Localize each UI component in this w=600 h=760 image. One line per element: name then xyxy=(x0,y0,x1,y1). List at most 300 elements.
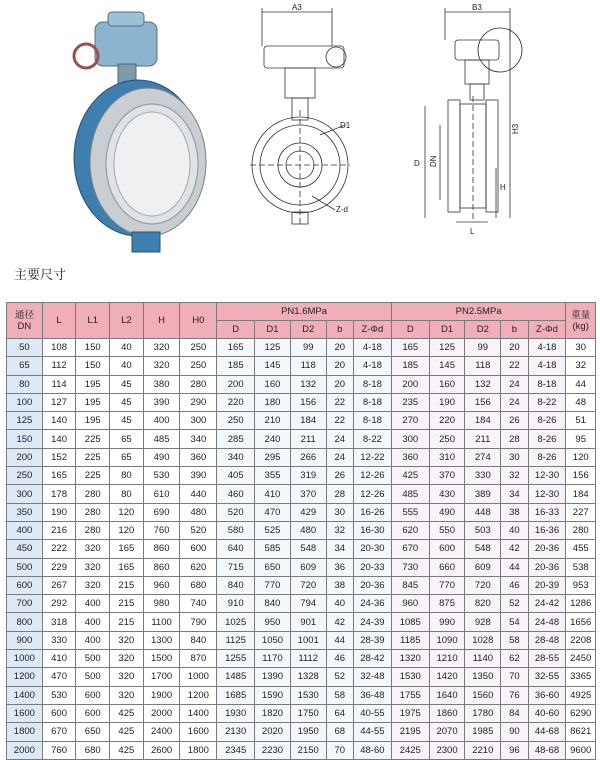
table-cell: 1600 xyxy=(7,704,43,722)
table-row xyxy=(7,503,596,521)
table-cell: 1656 xyxy=(566,613,596,631)
table-cell: 600 xyxy=(429,540,465,558)
table-cell: 520 xyxy=(217,503,255,521)
table-row xyxy=(7,448,596,466)
table-cell: 65 xyxy=(110,430,144,448)
table-cell: 36-48 xyxy=(353,686,391,704)
table-cell: 319 xyxy=(290,467,326,485)
table-cell: 800 xyxy=(7,613,43,631)
table-cell: 22 xyxy=(326,393,353,411)
table-cell: 62 xyxy=(501,650,528,668)
table-cell: 1320 xyxy=(391,650,429,668)
table-cell: 600 xyxy=(76,704,110,722)
label-z-d: Z-d xyxy=(336,205,348,214)
table-cell: 960 xyxy=(391,595,429,613)
table-cell: 8-22 xyxy=(528,393,566,411)
table-cell: 1185 xyxy=(391,631,429,649)
table-cell: 30 xyxy=(326,503,353,521)
table-cell: 1140 xyxy=(465,650,501,668)
table-cell: 980 xyxy=(143,595,180,613)
table-cell: 44 xyxy=(326,631,353,649)
table-cell: 660 xyxy=(429,558,465,576)
table-cell: 280 xyxy=(76,485,110,503)
table-cell: 430 xyxy=(429,485,465,503)
table-cell: 8-18 xyxy=(353,412,391,430)
table-row xyxy=(7,521,596,539)
table-cell: 425 xyxy=(110,723,144,741)
table-cell: 400 xyxy=(76,613,110,631)
table-cell: 28 xyxy=(326,485,353,503)
table-row xyxy=(7,631,596,649)
table-cell: 600 xyxy=(7,576,43,594)
subheader-b: b xyxy=(326,321,353,339)
table-cell: 222 xyxy=(42,540,76,558)
table-cell: 840 xyxy=(255,595,291,613)
table-cell: 8-26 xyxy=(528,412,566,430)
table-cell: 80 xyxy=(110,485,144,503)
table-cell: 150 xyxy=(76,339,110,357)
header-dn: 通径 DN xyxy=(7,303,43,339)
table-cell: 24 xyxy=(501,393,528,411)
table-cell: 548 xyxy=(290,540,326,558)
table-cell: 8-26 xyxy=(528,430,566,448)
table-cell: 280 xyxy=(180,375,217,393)
label-dn: DN xyxy=(429,155,438,167)
table-cell: 715 xyxy=(217,558,255,576)
table-cell: 24 xyxy=(501,375,528,393)
label-l: L xyxy=(470,227,475,236)
table-cell: 20 xyxy=(326,375,353,393)
table-cell: 20-36 xyxy=(528,540,566,558)
table-cell: 400 xyxy=(7,521,43,539)
table-cell: 2000 xyxy=(143,704,180,722)
table-cell: 1001 xyxy=(290,631,326,649)
table-cell: 40 xyxy=(110,357,144,375)
table-row xyxy=(7,375,596,393)
table-cell: 99 xyxy=(465,339,501,357)
table-cell: 40 xyxy=(501,521,528,539)
table-cell: 690 xyxy=(143,503,180,521)
table-body xyxy=(7,339,596,760)
table-cell: 1050 xyxy=(255,631,291,649)
table-cell: 184 xyxy=(566,485,596,503)
table-cell: 211 xyxy=(465,430,501,448)
table-cell: 24-39 xyxy=(353,613,391,631)
table-cell: 118 xyxy=(465,357,501,375)
table-cell: 32 xyxy=(326,521,353,539)
table-cell: 410 xyxy=(42,650,76,668)
table-cell: 1300 xyxy=(143,631,180,649)
table-cell: 165 xyxy=(391,339,429,357)
table-cell: 70 xyxy=(501,668,528,686)
side-view-drawing xyxy=(425,8,522,222)
table-cell: 1400 xyxy=(180,704,217,722)
table-cell: 600 xyxy=(76,686,110,704)
table-cell: 600 xyxy=(180,540,217,558)
table-cell: 480 xyxy=(180,503,217,521)
table-row xyxy=(7,467,596,485)
table-cell: 45 xyxy=(110,393,144,411)
table-cell: 1530 xyxy=(290,686,326,704)
table-cell: 22 xyxy=(501,357,528,375)
table-cell: 95 xyxy=(566,430,596,448)
table-cell: 250 xyxy=(180,357,217,375)
table-cell: 120 xyxy=(566,448,596,466)
table-cell: 140 xyxy=(42,430,76,448)
table-cell: 24 xyxy=(326,430,353,448)
table-cell: 8-22 xyxy=(353,430,391,448)
table-cell: 16-30 xyxy=(353,521,391,539)
table-cell: 480 xyxy=(290,521,326,539)
table-cell: 114 xyxy=(42,375,76,393)
table-cell: 400 xyxy=(76,631,110,649)
table-cell: 250 xyxy=(7,467,43,485)
table-cell: 38 xyxy=(501,503,528,521)
subheader-z-phid: Z-Φd xyxy=(528,321,566,339)
table-cell: 20 xyxy=(501,339,528,357)
table-cell: 1350 xyxy=(465,668,501,686)
table-row xyxy=(7,485,596,503)
table-row xyxy=(7,540,596,558)
label-h3: H3 xyxy=(511,123,520,134)
table-cell: 2425 xyxy=(391,741,429,759)
table-cell: 227 xyxy=(566,503,596,521)
table-row xyxy=(7,430,596,448)
label-a3: A3 xyxy=(292,3,302,12)
table-cell: 2195 xyxy=(391,723,429,741)
table-cell: 525 xyxy=(255,521,291,539)
table-cell: 320 xyxy=(110,650,144,668)
table-row xyxy=(7,723,596,741)
table-cell: 370 xyxy=(429,467,465,485)
table-cell: 184 xyxy=(465,412,501,430)
table-cell: 12-26 xyxy=(353,485,391,503)
table-cell: 1930 xyxy=(217,704,255,722)
table-cell: 165 xyxy=(110,540,144,558)
table-cell: 125 xyxy=(255,339,291,357)
table-cell: 285 xyxy=(217,430,255,448)
table-cell: 200 xyxy=(391,375,429,393)
label-d1: D1 xyxy=(340,121,351,130)
table-cell: 215 xyxy=(110,613,144,631)
table-cell: 99 xyxy=(290,339,326,357)
front-view-drawing xyxy=(250,8,350,225)
table-cell: 370 xyxy=(290,485,326,503)
table-cell: 156 xyxy=(566,467,596,485)
table-cell: 48-60 xyxy=(353,741,391,759)
header-l2: L2 xyxy=(110,303,144,339)
table-cell: 2210 xyxy=(465,741,501,759)
table-cell: 400 xyxy=(76,595,110,613)
table-cell: 448 xyxy=(465,503,501,521)
table-cell: 1975 xyxy=(391,704,429,722)
table-cell: 320 xyxy=(110,668,144,686)
table-cell: 34 xyxy=(326,540,353,558)
table-cell: 1640 xyxy=(429,686,465,704)
table-cell: 1000 xyxy=(180,668,217,686)
table-cell: 24-42 xyxy=(528,595,566,613)
table-cell: 274 xyxy=(465,448,501,466)
table-cell: 132 xyxy=(465,375,501,393)
table-cell: 24-36 xyxy=(353,595,391,613)
table-cell: 620 xyxy=(391,521,429,539)
table-cell: 52 xyxy=(326,668,353,686)
table-cell: 240 xyxy=(255,430,291,448)
table-cell: 1210 xyxy=(429,650,465,668)
table-cell: 1500 xyxy=(143,650,180,668)
table-cell: 470 xyxy=(255,503,291,521)
table-cell: 1390 xyxy=(255,668,291,686)
table-cell: 54 xyxy=(501,613,528,631)
table-cell: 9600 xyxy=(566,741,596,759)
table-cell: 12-22 xyxy=(353,448,391,466)
table-cell: 290 xyxy=(180,393,217,411)
table-cell: 500 xyxy=(76,650,110,668)
table-cell: 70 xyxy=(326,741,353,759)
table-cell: 1560 xyxy=(465,686,501,704)
table-cell: 760 xyxy=(42,741,76,759)
table-cell: 520 xyxy=(180,521,217,539)
table-cell: 270 xyxy=(391,412,429,430)
valve-illustrations xyxy=(0,0,600,262)
table-cell: 127 xyxy=(42,393,76,411)
table-cell: 1800 xyxy=(7,723,43,741)
table-cell: 1025 xyxy=(217,613,255,631)
table-cell: 500 xyxy=(76,668,110,686)
table-cell: 84 xyxy=(501,704,528,722)
table-cell: 720 xyxy=(465,576,501,594)
table-cell: 1530 xyxy=(391,668,429,686)
table-cell: 1112 xyxy=(290,650,326,668)
table-cell: 1125 xyxy=(217,631,255,649)
table-cell: 28 xyxy=(501,430,528,448)
table-cell: 1286 xyxy=(566,595,596,613)
table-cell: 211 xyxy=(290,430,326,448)
table-cell: 901 xyxy=(290,613,326,631)
table-cell: 8-18 xyxy=(353,393,391,411)
table-cell: 112 xyxy=(42,357,76,375)
table-cell: 64 xyxy=(326,704,353,722)
table-cell: 1750 xyxy=(290,704,326,722)
table-cell: 80 xyxy=(110,467,144,485)
label-b3: B3 xyxy=(472,3,482,12)
table-cell: 108 xyxy=(42,339,76,357)
table-row xyxy=(7,393,596,411)
header-l: L xyxy=(42,303,76,339)
table-row xyxy=(7,686,596,704)
table-cell: 500 xyxy=(7,558,43,576)
table-cell: 30 xyxy=(566,339,596,357)
table-cell: 36-60 xyxy=(528,686,566,704)
table-cell: 44 xyxy=(501,558,528,576)
table-cell: 12-26 xyxy=(353,467,391,485)
table-cell: 190 xyxy=(42,503,76,521)
table-cell: 295 xyxy=(255,448,291,466)
table-cell: 220 xyxy=(217,393,255,411)
table-cell: 28-39 xyxy=(353,631,391,649)
table-cell: 140 xyxy=(42,412,76,430)
table-cell: 680 xyxy=(76,741,110,759)
table-cell: 145 xyxy=(429,357,465,375)
subheader-d2: D2 xyxy=(290,321,326,339)
table-cell: 485 xyxy=(143,430,180,448)
table-cell: 46 xyxy=(326,650,353,668)
table-cell: 20 xyxy=(326,339,353,357)
table-cell: 156 xyxy=(290,393,326,411)
table-cell: 700 xyxy=(7,595,43,613)
table-cell: 118 xyxy=(290,357,326,375)
table-cell: 58 xyxy=(501,631,528,649)
table-cell: 20-30 xyxy=(353,540,391,558)
table-cell: 250 xyxy=(429,430,465,448)
table-cell: 215 xyxy=(110,595,144,613)
table-cell: 953 xyxy=(566,576,596,594)
table-cell: 389 xyxy=(465,485,501,503)
table-cell: 215 xyxy=(110,576,144,594)
table-cell: 30 xyxy=(501,448,528,466)
table-cell: 340 xyxy=(180,430,217,448)
table-cell: 548 xyxy=(465,540,501,558)
table-cell: 550 xyxy=(429,521,465,539)
table-cell: 490 xyxy=(429,503,465,521)
table-cell: 76 xyxy=(501,686,528,704)
table-cell: 44-55 xyxy=(353,723,391,741)
table-cell: 267 xyxy=(42,576,76,594)
table-cell: 310 xyxy=(429,448,465,466)
table-cell: 185 xyxy=(391,357,429,375)
table-cell: 670 xyxy=(391,540,429,558)
table-cell: 380 xyxy=(143,375,180,393)
table-cell: 580 xyxy=(217,521,255,539)
table-cell: 425 xyxy=(110,704,144,722)
table-cell: 195 xyxy=(76,375,110,393)
table-cell: 2300 xyxy=(429,741,465,759)
table-cell: 280 xyxy=(566,521,596,539)
table-cell: 425 xyxy=(110,741,144,759)
header-h0: H0 xyxy=(180,303,217,339)
table-row xyxy=(7,558,596,576)
table-cell: 150 xyxy=(7,430,43,448)
table-cell: 4925 xyxy=(566,686,596,704)
table-cell: 1170 xyxy=(255,650,291,668)
table-cell: 44-68 xyxy=(528,723,566,741)
subheader-b: b xyxy=(501,321,528,339)
table-cell: 1590 xyxy=(255,686,291,704)
table-cell: 250 xyxy=(217,412,255,430)
table-cell: 330 xyxy=(42,631,76,649)
table-cell: 845 xyxy=(391,576,429,594)
table-cell: 80 xyxy=(7,375,43,393)
table-cell: 26 xyxy=(326,467,353,485)
table-cell: 292 xyxy=(42,595,76,613)
table-cell: 125 xyxy=(429,339,465,357)
table-cell: 650 xyxy=(255,558,291,576)
table-cell: 4-18 xyxy=(528,357,566,375)
table-cell: 300 xyxy=(7,485,43,503)
table-cell: 720 xyxy=(290,576,326,594)
table-cell: 760 xyxy=(143,521,180,539)
table-cell: 490 xyxy=(143,448,180,466)
table-cell: 45 xyxy=(110,412,144,430)
table-cell: 24-48 xyxy=(528,613,566,631)
table-cell: 1028 xyxy=(465,631,501,649)
header-h: H xyxy=(143,303,180,339)
table-cell: 1780 xyxy=(465,704,501,722)
table-cell: 2020 xyxy=(255,723,291,741)
table-cell: 730 xyxy=(391,558,429,576)
table-row xyxy=(7,412,596,430)
table-cell: 1090 xyxy=(429,631,465,649)
table-row xyxy=(7,357,596,375)
subheader-d: D xyxy=(391,321,429,339)
table-cell: 1985 xyxy=(465,723,501,741)
table-cell: 4-18 xyxy=(528,339,566,357)
table-cell: 20-36 xyxy=(528,558,566,576)
table-cell: 216 xyxy=(42,521,76,539)
table-cell: 96 xyxy=(501,741,528,759)
table-cell: 530 xyxy=(143,467,180,485)
table-cell: 2230 xyxy=(255,741,291,759)
table-cell: 2150 xyxy=(290,741,326,759)
table-cell: 48 xyxy=(566,393,596,411)
table-cell: 320 xyxy=(76,558,110,576)
table-cell: 538 xyxy=(566,558,596,576)
table-cell: 1950 xyxy=(290,723,326,741)
table-cell: 1820 xyxy=(255,704,291,722)
table-cell: 390 xyxy=(180,467,217,485)
table-cell: 235 xyxy=(391,393,429,411)
subheader-d1: D1 xyxy=(429,321,465,339)
table-cell: 950 xyxy=(255,613,291,631)
table-cell: 4-18 xyxy=(353,339,391,357)
section-title: 主要尺寸 xyxy=(14,268,67,283)
table-row xyxy=(7,613,596,631)
table-cell: 2208 xyxy=(566,631,596,649)
table-cell: 40-60 xyxy=(528,704,566,722)
table-cell: 320 xyxy=(76,576,110,594)
table-cell: 120 xyxy=(110,521,144,539)
table-cell: 585 xyxy=(255,540,291,558)
table-cell: 125 xyxy=(7,412,43,430)
table-cell: 410 xyxy=(255,485,291,503)
table-cell: 318 xyxy=(42,613,76,631)
table-row xyxy=(7,339,596,357)
table-cell: 65 xyxy=(7,357,43,375)
table-cell: 200 xyxy=(7,448,43,466)
table-cell: 440 xyxy=(180,485,217,503)
table-cell: 390 xyxy=(143,393,180,411)
table-cell: 46 xyxy=(501,576,528,594)
table-cell: 45 xyxy=(110,375,144,393)
table-cell: 42 xyxy=(326,613,353,631)
table-cell: 1400 xyxy=(7,686,43,704)
table-cell: 184 xyxy=(290,412,326,430)
table-cell: 840 xyxy=(180,631,217,649)
table-cell: 58 xyxy=(326,686,353,704)
table-cell: 960 xyxy=(143,576,180,594)
table-cell: 320 xyxy=(143,357,180,375)
table-cell: 20 xyxy=(326,357,353,375)
table-cell: 28-48 xyxy=(528,631,566,649)
table-cell: 794 xyxy=(290,595,326,613)
table-cell: 51 xyxy=(566,412,596,430)
table-cell: 28-42 xyxy=(353,650,391,668)
subheader-z-phid: Z-Φd xyxy=(353,321,391,339)
table-cell: 150 xyxy=(76,357,110,375)
table-cell: 12-30 xyxy=(528,485,566,503)
table-cell: 405 xyxy=(217,467,255,485)
table-cell: 4-18 xyxy=(353,357,391,375)
